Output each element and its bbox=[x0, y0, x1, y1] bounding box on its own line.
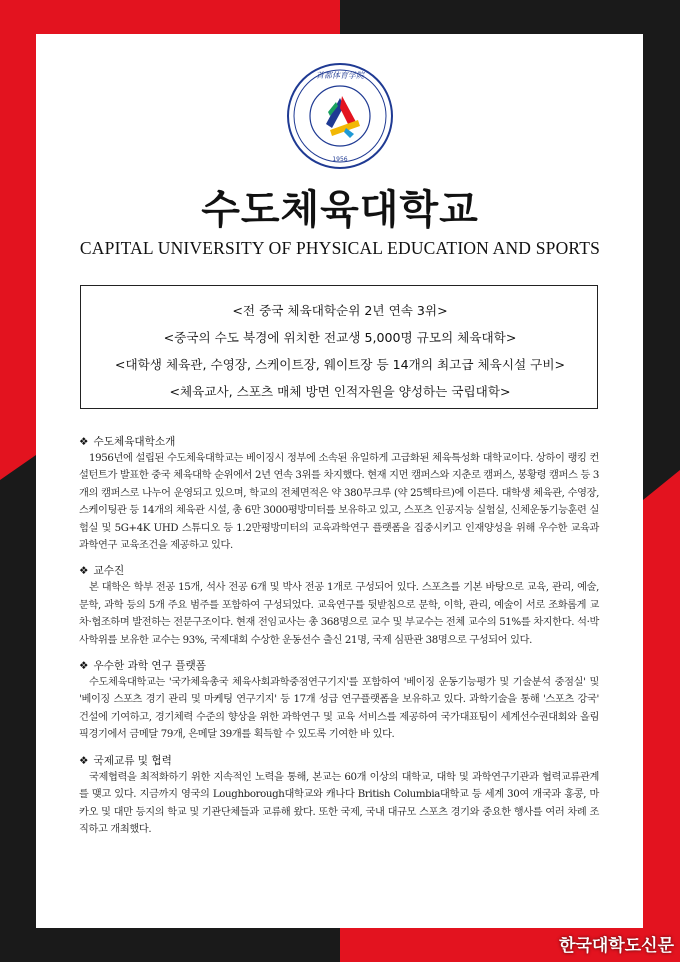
highlights-box bbox=[80, 285, 598, 409]
university-seal-icon bbox=[286, 62, 394, 170]
section-body: 국제협력을 최적화하기 위한 지속적인 노력을 통해, 본교는 60개 이상의 대학교, 대학 및 과학연구기관과 협력교류관계를 맺고 있다. 지금까지 영국의 Loughborough대학교와 캐나다 British Columbia대학교 등 세계 30여 개국과 홍콩, 마카오 및 대만 등지의 학교 및 기관단체들과 교류해 왔다. 또한 국제, 국내 대규모 스포츠 경기와 중요한 행사를 여러 차례 조직하고 개최했다. bbox=[79, 771, 599, 835]
section-body: 본 대학은 학부 전공 15개, 석사 전공 6개 및 박사 전공 1개로 구성되어 있다. 스포츠를 기본 바탕으로 교육, 관리, 예술, 문학, 과학 등의 5개 주요 범주를 포함하여 구성되었다. 교육연구를 뒷받침으로 문학, 이학, 관리, 예술이 서로 조화롭게 교차·협조하며 발전하는 전문구조이다. 현재 전임교사는 총 368명으로 교수 및 부교수는 전체 교수의 51%를 차지한다. 석·박사학위를 보유한 교수는 93%, 국제대회 수상한 운동선수 출신 21명, 국제 심판관 38명으로 구성되어 있다. bbox=[79, 582, 599, 646]
seal-calligraphy: 首都体育学院 bbox=[316, 71, 364, 80]
section-international bbox=[79, 753, 599, 839]
section-introduction bbox=[79, 434, 599, 554]
seal-year: 1956 bbox=[332, 156, 348, 163]
section-title: 교수진 bbox=[93, 565, 125, 578]
content-sections bbox=[79, 434, 599, 847]
highlight-item: <중국의 수도 북경에 위치한 전교생 5,000명 규모의 체육대학> bbox=[163, 330, 517, 345]
diamond-bullet-icon: ❖ bbox=[79, 754, 89, 767]
section-title: 국제교류 및 협력 bbox=[93, 754, 172, 767]
diamond-bullet-icon: ❖ bbox=[79, 436, 89, 448]
page-title: 수도체육대학교 bbox=[201, 187, 479, 233]
highlight-item: <체육교사, 스포츠 매체 방면 인적자원을 양성하는 국립대학> bbox=[169, 384, 511, 399]
section-body: 1956년에 설립된 수도체육대학교는 베이징시 정부에 소속된 유일하게 고급화된 체육특성화 대학교이다. 상하이 랭킹 컨설턴트가 발표한 중국 체육대학 순위에서 2년 연속 3위를 차지했다. 현재 지먼 캠퍼스와 지춘로 캠퍼스, 봉황령 캠퍼스 등 3개의 캠퍼스로 나누어 운영되고 있으며, 학교의 전체면적은 약 380무크루 (약 25헥타르)에 이른다. 대학생 체육관, 수영장, 스케이팅관 등 14개의 체육관 시설, 총 6만 3000평방미터를 보유하고 있고, 스포츠 인공지능 실험실, 신체운동기능훈련 실험실 및 5G+4K UHD 스튜디오 등 1.2만평방미터의 교육과학연구 플랫폼을 집중시키고 인재양성을 위해 우수한 교육과 과학연구 교육조건을 제공하고 있다. bbox=[79, 453, 599, 552]
publisher-watermark: 한국대학도신문 bbox=[559, 936, 674, 956]
section-title: 우수한 과학 연구 플랫폼 bbox=[93, 660, 206, 673]
highlight-item: <대학생 체육관, 수영장, 스케이트장, 웨이트장 등 14개의 최고급 체육시설 구비> bbox=[114, 357, 566, 372]
diamond-bullet-icon: ❖ bbox=[79, 660, 89, 673]
diamond-bullet-icon: ❖ bbox=[79, 565, 89, 578]
highlight-item: <전 중국 체육대학순위 2년 연속 3위> bbox=[232, 303, 448, 318]
section-title: 수도체육대학소개 bbox=[93, 436, 176, 448]
section-body: 수도체육대학교는 '국가체육총국 체육사회과학중점연구기지'를 포함하여 '베이징 운동기능평가 및 기술분석 중점실' 및 '베이징 스포츠 경기 관리 및 마케팅 연구기지' 등 17개 성급 연구플랫폼을 보유하고 있다. 과학기술을 통해 '스포츠 강국' 건설에 기여하고, 경기체력 수준의 향상을 위한 과학연구 및 교육 서비스를 제공하여 국가대표팀이 세계선수권대회와 올림픽경기에서 금메달 79개, 은메달 39개를 획득할 수 있도록 기여한 바 있다. bbox=[79, 677, 599, 741]
section-research bbox=[79, 658, 599, 744]
page-subtitle: CAPITAL UNIVERSITY OF PHYSICAL EDUCATION AND SPORTS bbox=[79, 238, 601, 258]
section-faculty bbox=[79, 563, 599, 649]
